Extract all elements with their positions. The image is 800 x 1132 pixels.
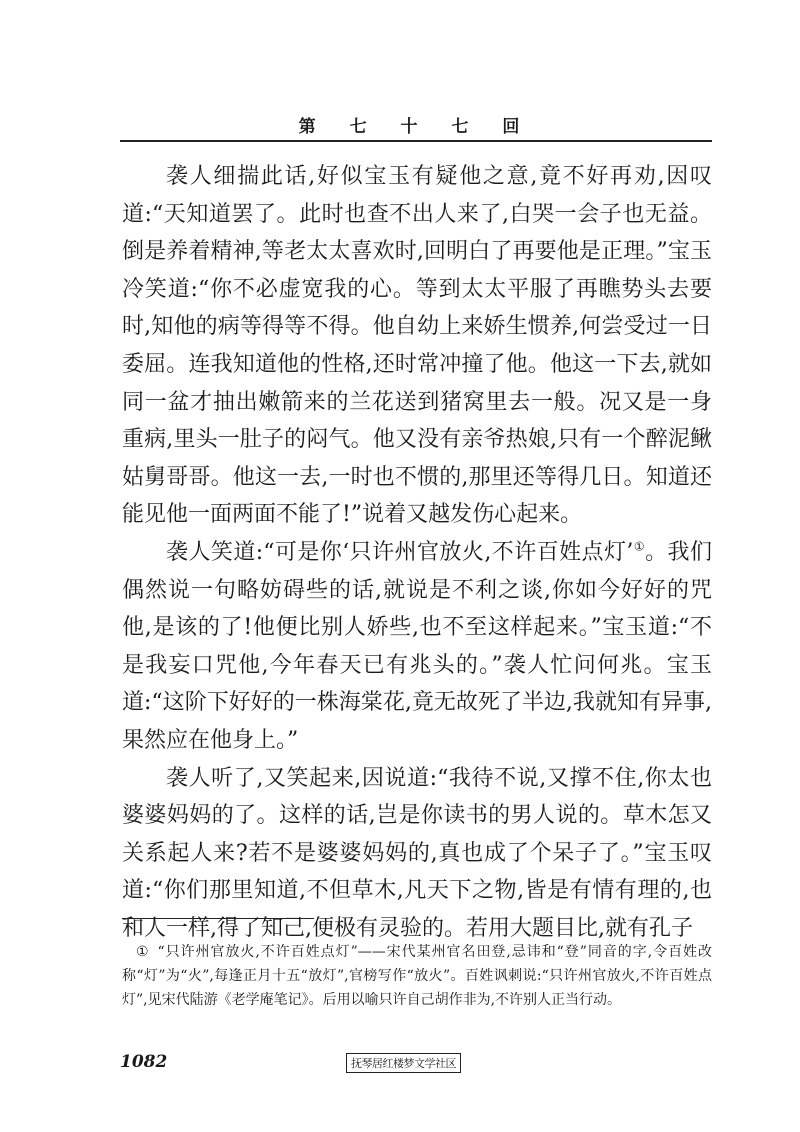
paragraph-2-lead: 袭人笑道:“可是你‘只许州官放火,不许百姓点灯’ (166, 539, 634, 565)
paragraph-2-rest: 们偶然说一句略妨碍些的话,就说是不利之谈,你如今好好的咒他,是该的了!他便比别人娇些,也不至这样起来。”宝玉道:“不是我妄口咒他,今年春天已有兆头的。”袭人忙问何兆。宝玉道:“这阶下好好的一株海棠花,竟无故死了半边,我就知有异事,果然应在他身上。” (122, 539, 712, 753)
header-rule (120, 140, 712, 142)
footnote-reference[interactable]: ① (633, 539, 646, 554)
paragraph-2-after-mark: 。我 (645, 539, 690, 565)
page-number: 1082 (120, 1052, 168, 1072)
paragraph-2 (122, 534, 712, 760)
footnote-rule (122, 918, 314, 919)
chapter-header: 第 七 十 七 回 (298, 117, 534, 137)
footnote-text: “只许州官放火,不许百姓点灯”——宋代某州官名田登,忌讳和“登”同音的字,令百姓改称“灯”为“火”,每逢正月十五“放灯”,官榜写作“放火”。百姓讽刺说:“只许州官放火,不许百姓点灯”,见宋代陆游《老学庵笔记》。后用以喻只许自己胡作非为,不许别人正当行动。 (122, 944, 712, 1008)
paragraph-3: 袭人听了,又笑起来,因说道:“我待不说,又撑不住,你太也婆婆妈妈的了。这样的话,岂是你读书的男人说的。草木怎又关系起人来?若不是婆婆妈妈的,真也成了个呆子了。”宝玉叹道:“你们那里知道,不但草木,凡天下之物,皆是有情有理的,也和人一样,得了知己,便极有灵验的。若用大题目比,就有孔子 (122, 765, 712, 941)
watermark-stamp: 抚琴居红楼梦文学社区 (346, 1053, 461, 1073)
footnote (122, 940, 712, 1012)
footnote-mark: ① (136, 944, 150, 960)
body-text (122, 158, 712, 947)
paragraph-1: 袭人细揣此话,好似宝玉有疑他之意,竟不好再劝,因叹道:“天知道罢了。此时也查不出人来了,白哭一会子也无益。倒是养着精神,等老太太喜欢时,回明白了再要他是正理。”宝玉冷笑道:“你不必虚宽我的心。等到太太平服了再瞧势头去要时,知他的病等得等不得。他自幼上来娇生惯养,何尝受过一日委屈。连我知道他的性格,还时常冲撞了他。他这一下去,就如同一盆才抽出嫩箭来的兰花送到猪窝里去一般。况又是一身重病,里头一肚子的闷气。他又没有亲爷热娘,只有一个醉泥鳅姑舅哥哥。他这一去,一时也不惯的,那里还等得几日。知道还能见他一面两面不能了!”说着又越发伤心起来。 (122, 164, 712, 528)
